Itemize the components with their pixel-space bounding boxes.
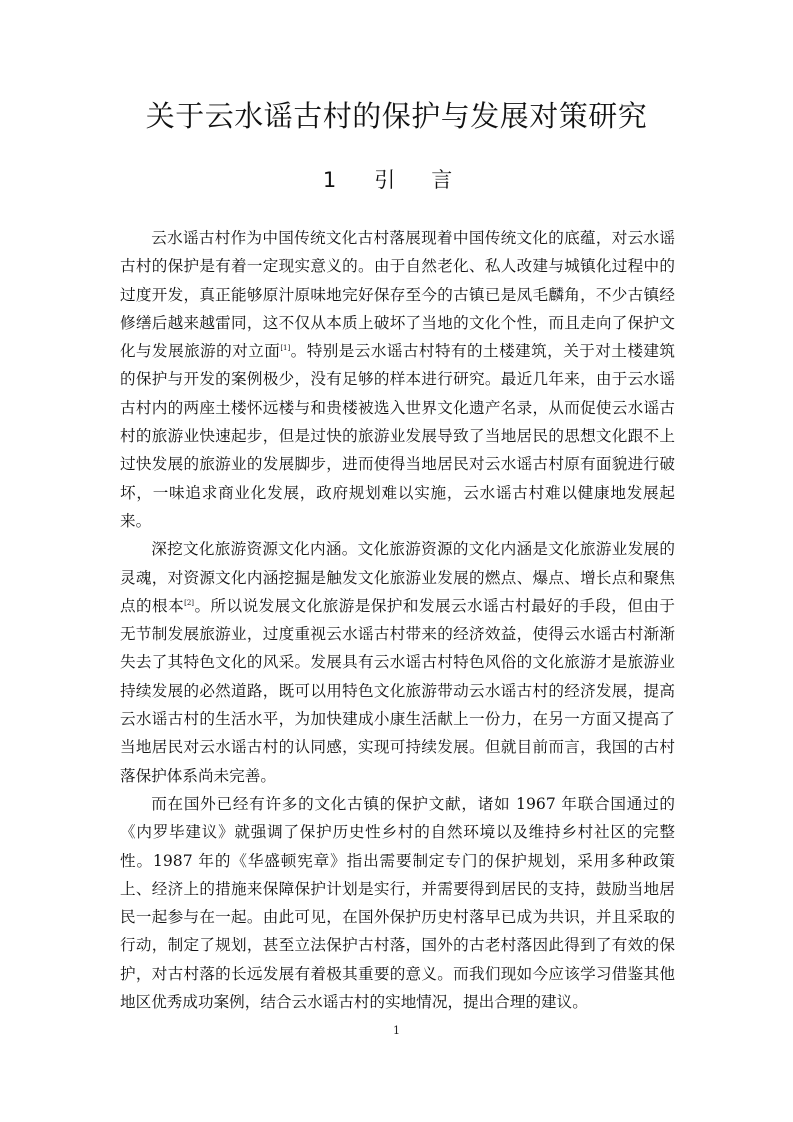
section-heading-char: 引	[374, 168, 396, 192]
section-heading-char: 言	[431, 168, 453, 192]
citation-ref: [2]	[184, 598, 195, 607]
paragraph	[120, 790, 675, 1016]
document-title: 关于云水谣古村的保护与发展对策研究	[145, 99, 648, 133]
paragraph-text: 云水谣古村作为中国传统文化古村落展现着中国传统文化的底蕴，对云水谣古村的保护是有着一定现实意义的。由于自然老化、私人改建与城镇化过程中的过度开发，真正能够原汁原味地完好保存至今的古镇已是凤毛麟角，不少古镇经修缮后越来越雷同，这不仅从本质上破坏了当地的文化个性，而且走向了保护文化与发展旅游的对立面	[120, 229, 675, 361]
paragraph-text: 深挖文化旅游资源文化内涵。文化旅游资源的文化内涵是文化旅游业发展的灵魂，对资源文化内涵挖掘是触发文化旅游业发展的燃点、爆点、增长点和聚焦点的根本	[120, 540, 675, 615]
paragraph	[120, 535, 675, 790]
paragraph-text: 。所以说发展文化旅游是保护和发展云水谣古村最好的手段，但由于无节制发展旅游业，过度重视云水谣古村带来的经济效益，使得云水谣古村渐渐失去了其特色文化的风采。发展具有云水谣古村特色风俗的文化旅游才是旅游业持续发展的必然道路，既可以用特色文化旅游带动云水谣古村的经济发展，提高云水谣古村的生活水平，为加快建成小康生活献上一份力，在另一方面又提高了当地居民对云水谣古村的认同感，实现可持续发展。但就目前而言，我国的古村落保护体系尚未完善。	[120, 596, 675, 785]
section-heading	[0, 164, 793, 196]
paragraph-text: 。特别是云水谣古村特有的土楼建筑，关于对土楼建筑的保护与开发的案例极少，没有足够的样本进行研究。最近几年来，由于云水谣古村内的两座土楼怀远楼与和贵楼被选入世界文化遗产名录，从而促使云水谣古村的旅游业快速起步，但是过快的旅游业发展导致了当地居民的思想文化跟不上过快发展的旅游业的发展脚步，进而使得当地居民对云水谣古村原有面貌进行破坏，一味追求商业化发展，政府规划难以实施，云水谣古村难以健康地发展起来。	[120, 342, 675, 530]
paragraph-text: 而在国外已经有许多的文化古镇的保护文献，诸如 1967 年联合国通过的《内罗毕建议》就强调了保护历史性乡村的自然环境以及维持乡村社区的完整性。1987 年的《华盛顿宪章》指出需要制定专门的保护规划，采用多种政策上、经济上的措施来保障保护计划是实行，并需要得到居民的支持，鼓励当地居民一起参与在一起。由此可见，在国外保护历史村落早已成为共识，并且采取的行动，制定了规划，甚至立法保护古村落，国外的古老村落因此得到了有效的保护，对古村落的长远发展有着极其重要的意义。而我们现如今应该学习借鉴其他地区优秀成功案例，结合云水谣古村的实地情况，提出合理的建议。	[120, 794, 675, 1012]
section-number: 1	[322, 168, 337, 192]
citation-ref: [1]	[280, 344, 291, 353]
paragraph	[120, 224, 675, 535]
body-text	[120, 224, 675, 1016]
page-number: 1	[393, 1024, 400, 1037]
